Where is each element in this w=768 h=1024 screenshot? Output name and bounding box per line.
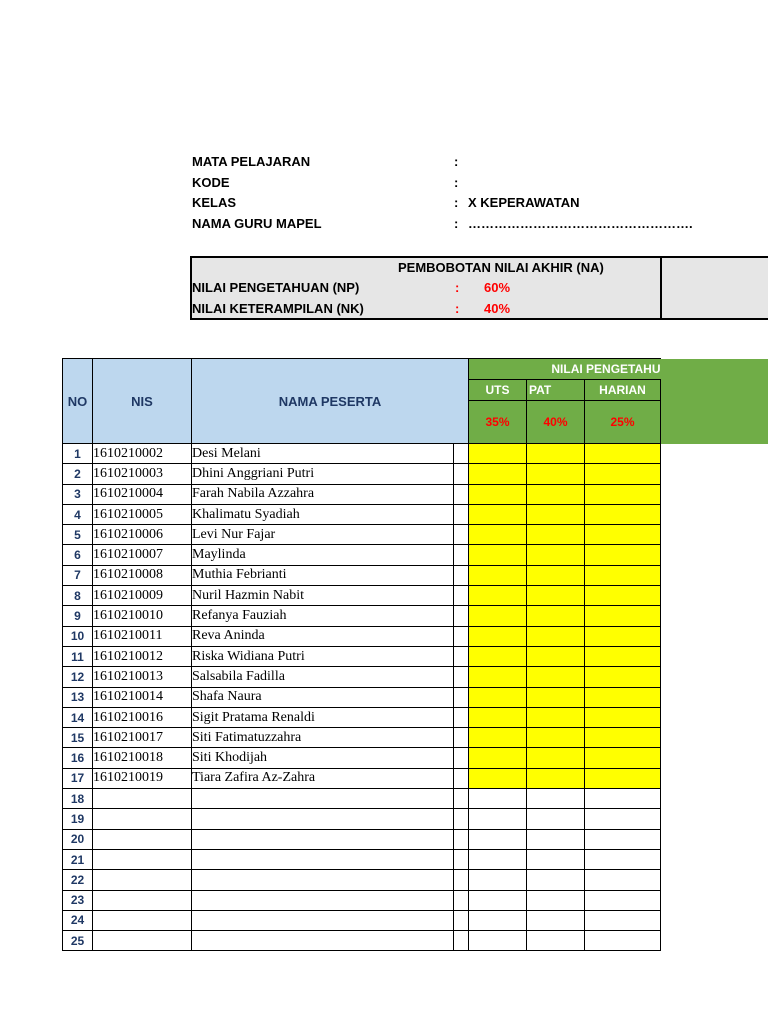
row-number: 16	[63, 748, 93, 768]
name-cell[interactable]: Muthia Febrianti	[192, 565, 454, 585]
pat-input-cell[interactable]	[527, 646, 585, 666]
table-row	[63, 606, 661, 626]
harian-input-cell[interactable]	[585, 931, 661, 951]
spacer-cell	[454, 687, 469, 707]
row-number: 7	[63, 565, 93, 585]
row-number: 5	[63, 525, 93, 545]
uts-input-cell[interactable]	[469, 931, 527, 951]
code-label: KODE	[192, 174, 230, 190]
nis-cell[interactable]: 1610210004	[93, 484, 192, 504]
name-cell[interactable]: Tiara Zafira Az-Zahra	[192, 768, 454, 788]
table-row	[63, 525, 661, 545]
weight-uts: 35%	[469, 401, 527, 444]
harian-input-cell[interactable]	[585, 748, 661, 768]
row-number: 3	[63, 484, 93, 504]
table-row	[63, 789, 661, 809]
group-header-knowledge: NILAI PENGETAHU	[469, 359, 661, 380]
course-info	[192, 152, 693, 234]
teacher-label: NAMA GURU MAPEL	[192, 215, 322, 231]
table-row	[63, 910, 661, 930]
name-cell[interactable]	[192, 931, 454, 951]
name-cell[interactable]: Reva Aninda	[192, 626, 454, 646]
uts-input-cell[interactable]	[469, 667, 527, 687]
name-cell[interactable]: Salsabila Fadilla	[192, 667, 454, 687]
harian-input-cell[interactable]	[585, 464, 661, 484]
nis-cell[interactable]: 1610210019	[93, 768, 192, 788]
spacer-cell	[454, 870, 469, 890]
name-cell[interactable]: Maylinda	[192, 545, 454, 565]
name-cell[interactable]	[192, 870, 454, 890]
row-number: 18	[63, 789, 93, 809]
row-number: 6	[63, 545, 93, 565]
colon: :	[454, 154, 459, 169]
nis-cell[interactable]: 1610210009	[93, 586, 192, 606]
row-number: 17	[63, 768, 93, 788]
uts-input-cell[interactable]	[469, 789, 527, 809]
weight-pat: 40%	[527, 401, 585, 444]
harian-input-cell[interactable]	[585, 565, 661, 585]
name-cell[interactable]	[192, 809, 454, 829]
harian-input-cell[interactable]	[585, 606, 661, 626]
class-value[interactable]: X KEPERAWATAN	[468, 195, 580, 210]
harian-input-cell[interactable]	[585, 728, 661, 748]
spacer-cell	[454, 586, 469, 606]
pat-input-cell[interactable]	[527, 626, 585, 646]
spacer-cell	[454, 504, 469, 524]
table-row	[63, 565, 661, 585]
table-row	[63, 829, 661, 849]
info-row-teacher	[192, 214, 693, 235]
table-row	[63, 484, 661, 504]
row-number: 1	[63, 444, 93, 464]
uts-input-cell[interactable]	[469, 768, 527, 788]
table-row	[63, 667, 661, 687]
name-cell[interactable]	[192, 849, 454, 869]
pat-input-cell[interactable]	[527, 728, 585, 748]
spacer-cell	[454, 525, 469, 545]
uts-input-cell[interactable]	[469, 849, 527, 869]
colon: :	[454, 195, 459, 210]
uts-input-cell[interactable]	[469, 728, 527, 748]
nis-cell[interactable]	[93, 931, 192, 951]
spacer-cell	[454, 545, 469, 565]
spacer-cell	[454, 931, 469, 951]
uts-input-cell[interactable]	[469, 545, 527, 565]
pat-input-cell[interactable]	[527, 829, 585, 849]
harian-input-cell[interactable]	[585, 525, 661, 545]
uts-input-cell[interactable]	[469, 464, 527, 484]
harian-input-cell[interactable]	[585, 444, 661, 464]
row-number: 21	[63, 849, 93, 869]
nis-cell[interactable]: 1610210007	[93, 545, 192, 565]
uts-input-cell[interactable]	[469, 829, 527, 849]
row-number: 14	[63, 707, 93, 727]
name-cell[interactable]: Riska Widiana Putri	[192, 646, 454, 666]
nis-cell[interactable]	[93, 829, 192, 849]
harian-input-cell[interactable]	[585, 707, 661, 727]
row-number: 2	[63, 464, 93, 484]
harian-input-cell[interactable]	[585, 849, 661, 869]
spacer-cell	[454, 464, 469, 484]
subject-label: MATA PELAJARAN	[192, 154, 311, 169]
spacer-cell	[454, 829, 469, 849]
pat-input-cell[interactable]	[527, 525, 585, 545]
nis-cell[interactable]: 1610210017	[93, 728, 192, 748]
row-number: 23	[63, 890, 93, 910]
spacer-cell	[454, 748, 469, 768]
table-row	[63, 687, 661, 707]
uts-input-cell[interactable]	[469, 586, 527, 606]
spacer-cell	[454, 444, 469, 464]
nis-cell[interactable]: 1610210010	[93, 606, 192, 626]
uts-input-cell[interactable]	[469, 484, 527, 504]
row-number: 12	[63, 667, 93, 687]
uts-input-cell[interactable]	[469, 890, 527, 910]
uts-input-cell[interactable]	[469, 504, 527, 524]
pat-input-cell[interactable]	[527, 890, 585, 910]
name-cell[interactable]	[192, 890, 454, 910]
colon: :	[454, 215, 459, 231]
row-number: 19	[63, 809, 93, 829]
nis-cell[interactable]: 1610210006	[93, 525, 192, 545]
nis-cell[interactable]	[93, 870, 192, 890]
pat-input-cell[interactable]	[527, 667, 585, 687]
nis-cell[interactable]: 1610210008	[93, 565, 192, 585]
uts-input-cell[interactable]	[469, 606, 527, 626]
teacher-value[interactable]: …………………………………………….	[468, 215, 693, 231]
name-cell[interactable]: Dhini Anggriani Putri	[192, 464, 454, 484]
nis-cell[interactable]: 1610210003	[93, 464, 192, 484]
pat-input-cell[interactable]	[527, 849, 585, 869]
grade-table	[62, 358, 661, 951]
nis-cell[interactable]: 1610210012	[93, 646, 192, 666]
nis-cell[interactable]: 1610210018	[93, 748, 192, 768]
np-colon: :	[455, 280, 460, 295]
uts-input-cell[interactable]	[469, 707, 527, 727]
spacer-cell	[454, 910, 469, 930]
name-cell[interactable]: Levi Nur Fajar	[192, 525, 454, 545]
pat-input-cell[interactable]	[527, 910, 585, 930]
nis-cell[interactable]: 1610210014	[93, 687, 192, 707]
group-header-overflow	[660, 359, 768, 444]
sheet-split-line	[660, 258, 662, 318]
pat-input-cell[interactable]	[527, 484, 585, 504]
weighting-title: PEMBOBOTAN NILAI AKHIR (NA)	[398, 260, 604, 275]
harian-input-cell[interactable]	[585, 646, 661, 666]
table-row	[63, 748, 661, 768]
harian-input-cell[interactable]	[585, 545, 661, 565]
table-row	[63, 849, 661, 869]
uts-input-cell[interactable]	[469, 626, 527, 646]
table-row	[63, 931, 661, 951]
uts-input-cell[interactable]	[469, 687, 527, 707]
spacer-cell	[454, 606, 469, 626]
nis-cell[interactable]: 1610210011	[93, 626, 192, 646]
nis-cell[interactable]: 1610210016	[93, 707, 192, 727]
table-row	[63, 809, 661, 829]
harian-input-cell[interactable]	[585, 890, 661, 910]
pat-input-cell[interactable]	[527, 768, 585, 788]
table-row	[63, 646, 661, 666]
pat-input-cell[interactable]	[527, 464, 585, 484]
row-number: 25	[63, 931, 93, 951]
np-label: NILAI PENGETAHUAN (NP)	[192, 280, 360, 295]
pat-input-cell[interactable]	[527, 789, 585, 809]
pat-input-cell[interactable]	[527, 444, 585, 464]
harian-input-cell[interactable]	[585, 870, 661, 890]
nis-cell[interactable]	[93, 849, 192, 869]
spacer-cell	[454, 890, 469, 910]
name-cell[interactable]: Khalimatu Syadiah	[192, 504, 454, 524]
name-cell[interactable]: Refanya Fauziah	[192, 606, 454, 626]
row-number: 8	[63, 586, 93, 606]
class-label: KELAS	[192, 195, 237, 210]
row-number: 11	[63, 646, 93, 666]
spacer-cell	[454, 484, 469, 504]
uts-input-cell[interactable]	[469, 565, 527, 585]
pat-input-cell[interactable]	[527, 707, 585, 727]
table-row	[63, 464, 661, 484]
table-row	[63, 545, 661, 565]
uts-input-cell[interactable]	[469, 525, 527, 545]
table-row	[63, 586, 661, 606]
row-number: 9	[63, 606, 93, 626]
spacer-cell	[454, 707, 469, 727]
table-row	[63, 870, 661, 890]
nk-value[interactable]: 40%	[484, 301, 511, 316]
nis-cell[interactable]	[93, 890, 192, 910]
harian-input-cell[interactable]	[585, 626, 661, 646]
pat-input-cell[interactable]	[527, 586, 585, 606]
nis-cell[interactable]	[93, 910, 192, 930]
colon: :	[454, 174, 459, 190]
pat-input-cell[interactable]	[527, 931, 585, 951]
name-cell[interactable]	[192, 789, 454, 809]
nis-cell[interactable]: 1610210013	[93, 667, 192, 687]
row-number: 13	[63, 687, 93, 707]
name-cell[interactable]: Sigit Pratama Renaldi	[192, 707, 454, 727]
uts-input-cell[interactable]	[469, 748, 527, 768]
spacer-cell	[454, 768, 469, 788]
spacer-cell	[454, 646, 469, 666]
uts-input-cell[interactable]	[469, 870, 527, 890]
nis-cell[interactable]	[93, 789, 192, 809]
col-header-nis: NIS	[93, 359, 192, 444]
name-cell[interactable]: Nuril Hazmin Nabit	[192, 586, 454, 606]
harian-input-cell[interactable]	[585, 667, 661, 687]
col-header-name: NAMA PESERTA	[192, 359, 469, 444]
name-cell[interactable]	[192, 829, 454, 849]
table-row	[63, 626, 661, 646]
sub-header-uts: UTS	[469, 380, 527, 401]
spacer-cell	[454, 809, 469, 829]
info-row-code	[192, 173, 672, 194]
uts-input-cell[interactable]	[469, 910, 527, 930]
harian-input-cell[interactable]	[585, 768, 661, 788]
name-cell[interactable]: Shafa Naura	[192, 687, 454, 707]
nk-label: NILAI KETERAMPILAN (NK)	[192, 301, 364, 316]
spacer-cell	[454, 728, 469, 748]
harian-input-cell[interactable]	[585, 910, 661, 930]
pat-input-cell[interactable]	[527, 545, 585, 565]
uts-input-cell[interactable]	[469, 444, 527, 464]
spacer-cell	[454, 849, 469, 869]
uts-input-cell[interactable]	[469, 646, 527, 666]
harian-input-cell[interactable]	[585, 484, 661, 504]
nis-cell[interactable]: 1610210002	[93, 444, 192, 464]
weight-harian: 25%	[585, 401, 661, 444]
row-number: 24	[63, 910, 93, 930]
harian-input-cell[interactable]	[585, 687, 661, 707]
spacer-cell	[454, 626, 469, 646]
spacer-cell	[454, 565, 469, 585]
spacer-cell	[454, 789, 469, 809]
harian-input-cell[interactable]	[585, 789, 661, 809]
row-number: 4	[63, 504, 93, 524]
pat-input-cell[interactable]	[527, 606, 585, 626]
harian-input-cell[interactable]	[585, 504, 661, 524]
table-row	[63, 707, 661, 727]
harian-input-cell[interactable]	[585, 809, 661, 829]
weighting-overflow-fill	[662, 258, 768, 318]
pat-input-cell[interactable]	[527, 687, 585, 707]
table-row	[63, 890, 661, 910]
row-number: 22	[63, 870, 93, 890]
table-row	[63, 728, 661, 748]
col-header-no: NO	[63, 359, 93, 444]
harian-input-cell[interactable]	[585, 829, 661, 849]
name-cell[interactable]: Farah Nabila Azzahra	[192, 484, 454, 504]
info-row-class	[192, 193, 672, 214]
harian-input-cell[interactable]	[585, 586, 661, 606]
spacer-cell	[454, 667, 469, 687]
name-cell[interactable]: Desi Melani	[192, 444, 454, 464]
info-row-subject	[192, 152, 672, 173]
row-number: 10	[63, 626, 93, 646]
pat-input-cell[interactable]	[527, 504, 585, 524]
sub-header-pat: PAT	[527, 380, 585, 401]
pat-input-cell[interactable]	[527, 809, 585, 829]
pat-input-cell[interactable]	[527, 870, 585, 890]
row-number: 15	[63, 728, 93, 748]
name-cell[interactable]: Siti Khodijah	[192, 748, 454, 768]
nis-cell[interactable]: 1610210005	[93, 504, 192, 524]
pat-input-cell[interactable]	[527, 565, 585, 585]
name-cell[interactable]: Siti Fatimatuzzahra	[192, 728, 454, 748]
table-row	[63, 768, 661, 788]
name-cell[interactable]	[192, 910, 454, 930]
pat-input-cell[interactable]	[527, 748, 585, 768]
row-number: 20	[63, 829, 93, 849]
table-row	[63, 444, 661, 464]
weighting-box	[190, 256, 768, 320]
sub-header-harian: HARIAN	[585, 380, 661, 401]
nk-colon: :	[455, 301, 460, 316]
nis-cell[interactable]	[93, 809, 192, 829]
np-value[interactable]: 60%	[484, 280, 511, 295]
uts-input-cell[interactable]	[469, 809, 527, 829]
table-row	[63, 504, 661, 524]
